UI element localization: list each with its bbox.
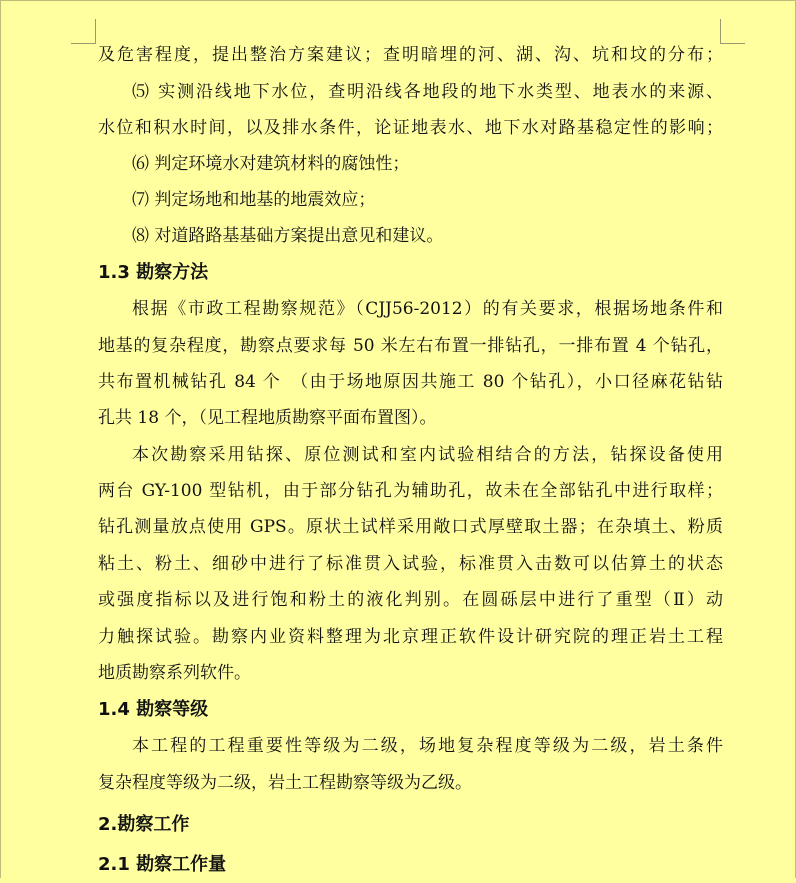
body-text-line: 本工程的工程重要性等级为二级，场地复杂程度等级为二级，岩土条件 (132, 736, 723, 756)
list-item-6: ⑹ 判定环境水对建筑材料的腐蚀性； (132, 154, 410, 174)
margin-corner-top-right (720, 19, 745, 44)
section-heading-2-1: 2.1 勘察工作量 (98, 854, 227, 875)
list-item-7: ⑺ 判定场地和地基的地震效应； (132, 190, 376, 210)
body-text-line: 地基的复杂程度，勘察点要求每 50 米左右布置一排钻孔，一排布置 4 个钻孔， (98, 336, 723, 356)
section-heading-1-4: 1.4 勘察等级 (98, 699, 209, 720)
section-heading-2: 2.勘察工作 (98, 814, 190, 835)
body-text-line: 力触探试验。勘察内业资料整理为北京理正软件设计研究院的理正岩土工程 (98, 627, 723, 647)
list-item-5: ⑸ 实测沿线地下水位，查明沿线各地段的地下水类型、地表水的来源、 (132, 82, 723, 102)
section-heading-1-3: 1.3 勘察方法 (98, 262, 209, 283)
body-text-line: 水位和积水时间，以及排水条件，论证地表水、地下水对路基稳定性的影响； (98, 118, 723, 138)
body-text-line: 钻孔测量放点使用 GPS。原状土试样采用敞口式厚壁取土器；在杂填土、粉质 (98, 517, 723, 537)
body-text-line: 两台 GY-100 型钻机，由于部分钻孔为辅助孔，故未在全部钻孔中进行取样； (98, 481, 723, 501)
body-text-line: 复杂程度等级为二级，岩土工程勘察等级为乙级。 (98, 773, 472, 793)
body-text-line: 本次勘察采用钻探、原位测试和室内试验相结合的方法，钻探设备使用 (132, 445, 723, 465)
body-text-line: 根据《市政工程勘察规范》（CJJ56-2012）的有关要求，根据场地条件和 (132, 299, 723, 319)
body-text-line: 粘土、粉土、细砂中进行了标准贯入试验，标准贯入击数可以估算土的状态 (98, 554, 723, 574)
body-text-line: 共布置机械钻孔 84 个 （由于场地原因共施工 80 个钻孔），小口径麻花钻钻 (98, 372, 723, 392)
margin-corner-top-left (71, 19, 96, 44)
list-item-8: ⑻ 对道路路基基础方案提出意见和建议。 (132, 226, 444, 246)
body-text-line: 地质勘察系列软件。 (98, 663, 251, 683)
body-text-line: 及危害程度，提出整治方案建议；查明暗埋的河、湖、沟、坑和坟的分布； (98, 45, 723, 65)
body-text-line: 孔共 18 个，（见工程地质勘察平面布置图）。 (98, 408, 437, 428)
body-text-line: 或强度指标以及进行饱和粉土的液化判别。在圆砾层中进行了重型（Ⅱ）动 (98, 590, 723, 610)
